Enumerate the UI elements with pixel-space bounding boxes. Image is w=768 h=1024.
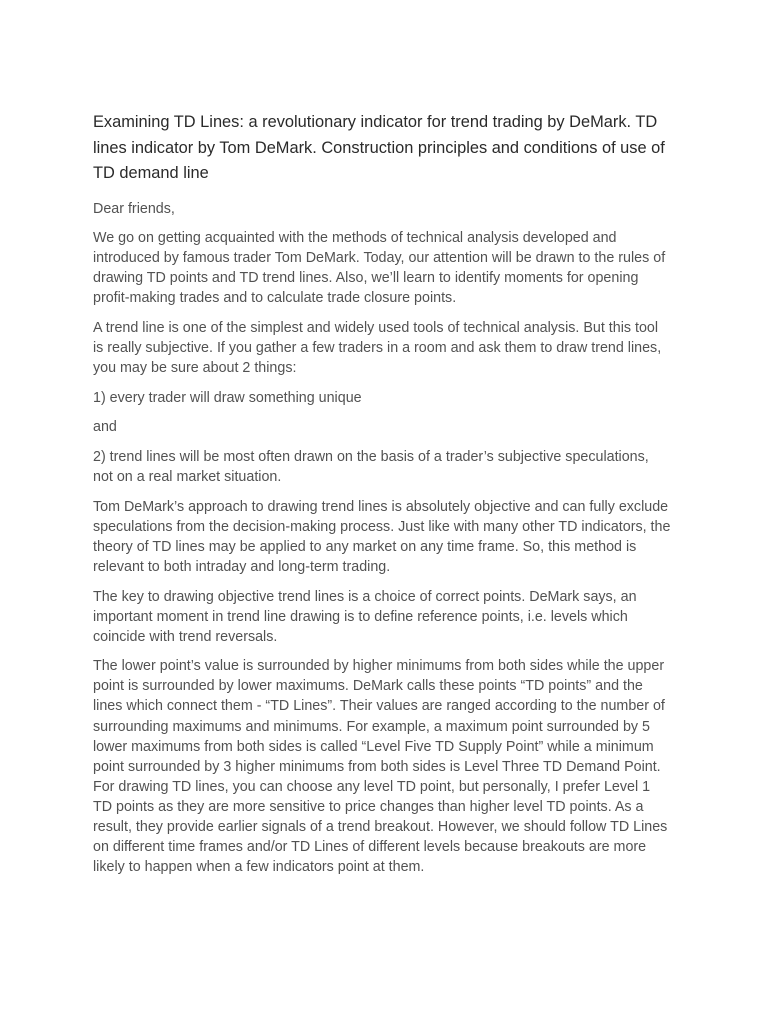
paragraph-td-points: The lower point’s value is surrounded by higher minimums from both sides while the upper point is surrounded by lower maximums. DeMark calls these points “TD points” and the lines which connect them - “TD Lines”. Their values are ranged according to the number of surrounding maximums and minimums. For example, a maximum point surrounded by 5 lower maximums from both sides is called “Level Five TD Supply Point” while a minimum point surrounded by 3 higher minimums from both sides is Level Three TD Demand Point. For drawing TD lines, you can choose any level TD point, but personally, I prefer Level 1 TD points as they are more sensitive to price changes than higher level TD points. As a result, they provide earlier signals of a trend breakout. However, we should follow TD Lines on different time frames and/or TD Lines of different levels because breakouts are more likely to happen when a few indicators point at them.: [93, 658, 668, 876]
paragraph-point-one: 1) every trader will draw something unique: [93, 389, 362, 406]
paragraph-intro: We go on getting acquainted with the methods of technical analysis developed and introduced by famous trader Tom DeMark. Today, our attention will be drawn to the rules of drawing TD points and TD trend lines. Also, we’ll learn to identify moments for opening profit-making trades and to calculate trade closure points.: [93, 230, 666, 307]
document-page: [93, 110, 671, 887]
paragraph-greeting: Dear friends,: [93, 200, 175, 217]
paragraph-demark-approach: Tom DeMark’s approach to drawing trend lines is absolutely objective and can fully exclude speculations from the decision-making process. Just like with many other TD indicators, the theory of TD lines may be applied to any market on any time frame. So, this method is relevant to both intraday and long-term trading.: [93, 498, 671, 575]
paragraph-key-points: The key to drawing objective trend lines is a choice of correct points. DeMark says, an important moment in trend line drawing is to define reference points, i.e. levels which coincide with trend reversals.: [93, 588, 637, 645]
document-title: Examining TD Lines: a revolutionary indicator for trend trading by DeMark. TD lines indicator by Tom DeMark. Construction principles and conditions of use of TD demand line: [93, 113, 665, 182]
paragraph-and: and: [93, 419, 117, 436]
paragraph-trend-line: A trend line is one of the simplest and widely used tools of technical analysis. But this tool is really subjective. If you gather a few traders in a room and ask them to draw trend lines, you may be sure about 2 things:: [93, 319, 662, 377]
paragraph-point-two: 2) trend lines will be most often drawn on the basis of a trader’s subjective speculations, not on a real market situation.: [93, 448, 649, 486]
